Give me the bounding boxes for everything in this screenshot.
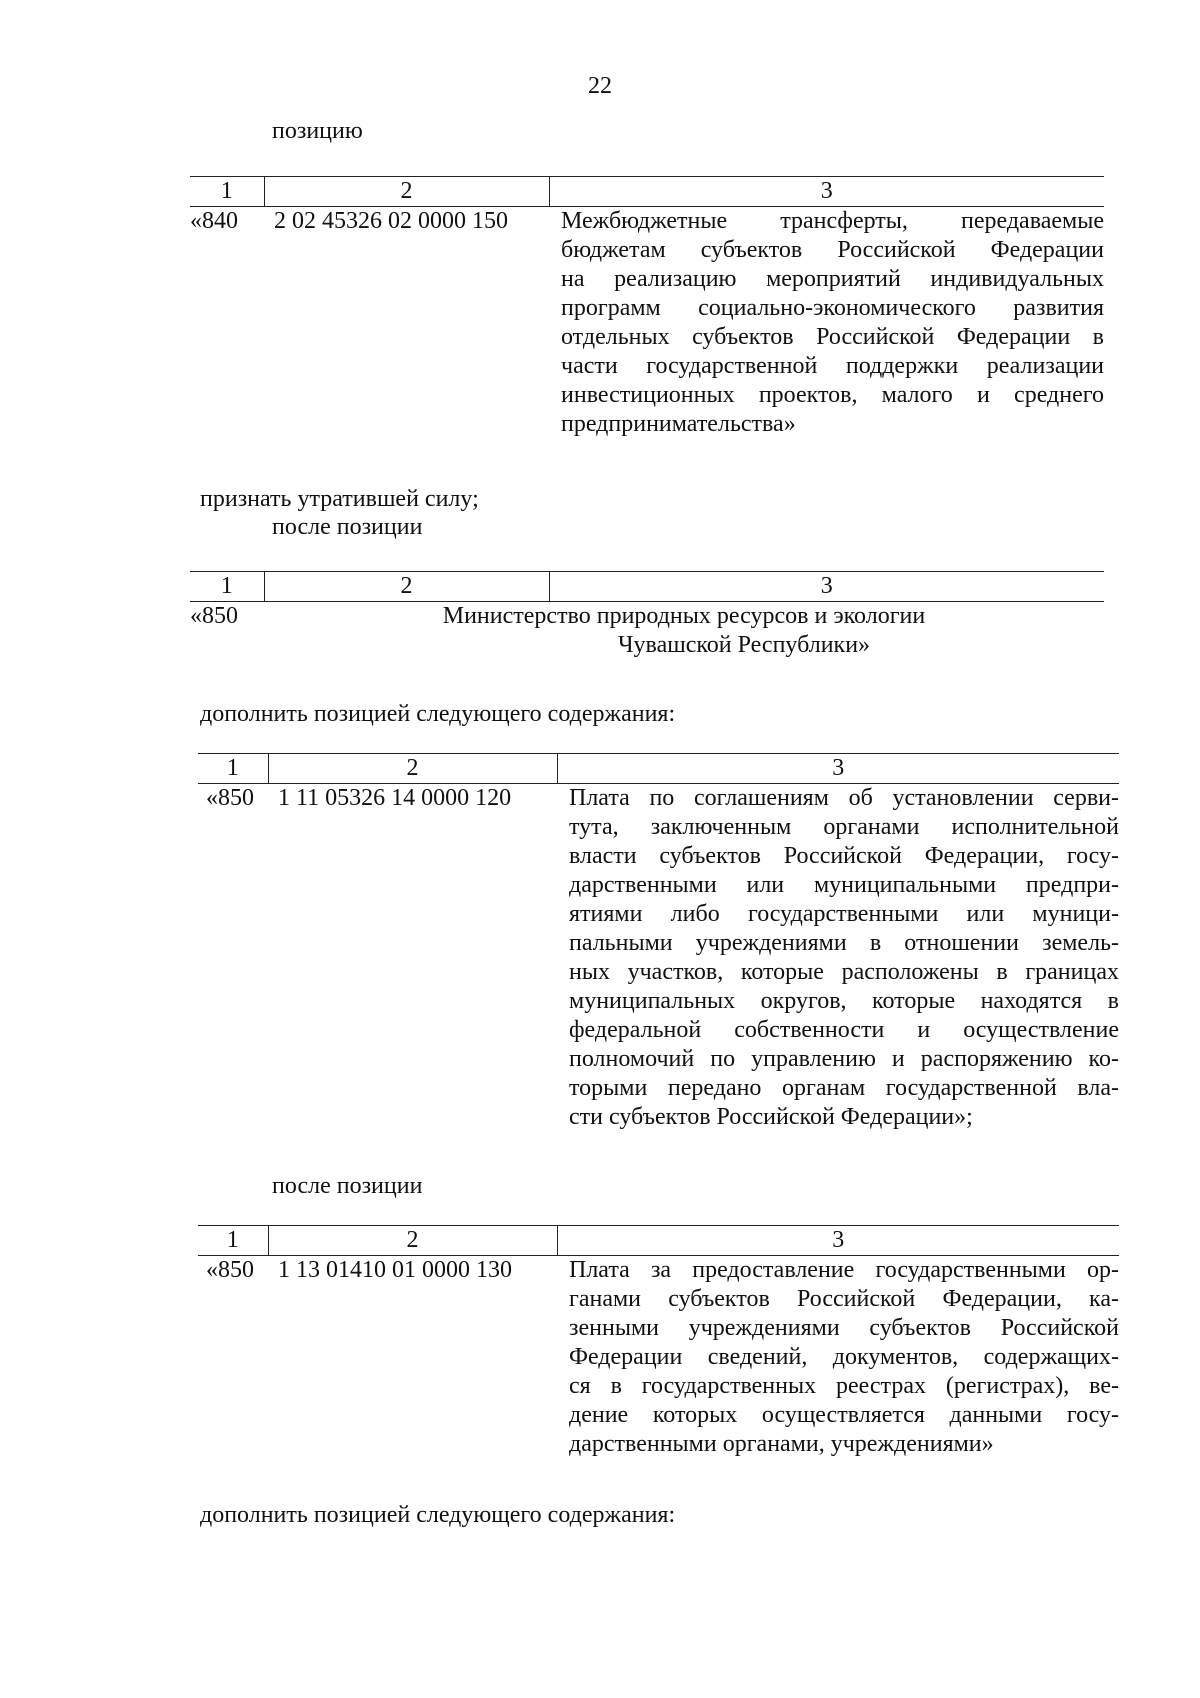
description-line: власти субъектов Российской Федерации, госу- [569,843,1119,869]
admin-code: «850 [206,1257,254,1283]
ministry-name-line: Чувашской Республики» [617,632,871,658]
header-col-2: 2 [264,572,549,602]
table-ministry-850 [190,571,1104,660]
description [549,207,1104,440]
header-col-2: 2 [264,177,549,207]
description-line: дение которых осуществляется данными госу- [569,1402,1119,1428]
description-line: программ социально-экономического развития [561,295,1104,321]
header-col-3: 3 [549,177,1104,207]
description-line: Плата по соглашениям об установлении серви- [569,785,1119,811]
admin-code: «850 [190,603,238,629]
table-header-row [190,572,1104,602]
description-line: сти субъектов Российской Федерации»; [569,1104,973,1130]
description-line: Плата за предоставление государственными ор- [569,1257,1119,1283]
header-col-3: 3 [549,572,1104,602]
table-row [190,602,1104,661]
ministry-name [264,602,1104,661]
description-line: инвестиционных проектов, малого и среднего [561,382,1104,408]
description-line: полномочий по управлению и распоряжению ко- [569,1046,1119,1072]
description-line: тута, заключенным органами исполнительной [569,814,1119,840]
description-line: Федерации сведений, документов, содержащих- [569,1344,1119,1370]
description-line: ганами субъектов Российской Федерации, ка- [569,1286,1119,1312]
paragraph-repeal: признать утратившей силу; [200,486,479,512]
description-line: ятиями либо государственными или муници- [569,901,1119,927]
paragraph-after-position: после позиции [272,514,423,540]
description-line: ных участков, которые расположены в границах [569,959,1119,985]
budget-code: 1 13 01410 01 0000 130 [278,1257,512,1283]
page-number: 22 [588,73,612,99]
table-row [198,784,1119,1133]
header-col-1: 1 [198,754,268,784]
description-line: Межбюджетные трансферты, передаваемые [561,208,1104,234]
table-position-850-registry [198,1225,1119,1459]
table-row [198,1256,1119,1460]
description [557,1256,1119,1460]
table-row [190,207,1104,440]
header-col-1: 1 [190,177,264,207]
description [557,784,1119,1133]
header-col-2: 2 [268,754,557,784]
admin-code: «840 [190,208,238,234]
description-line: дарственными или муниципальными предпри- [569,872,1119,898]
paragraph-supplement: дополнить позицией следующего содержания: [200,701,676,727]
paragraph-after-position-2: после позиции [272,1173,423,1199]
description-line: торыми передано органам государственной вла- [569,1075,1119,1101]
description-line: ся в государственных реестрах (регистрах), ве- [569,1373,1119,1399]
description-line: пальными учреждениями в отношении земель- [569,930,1119,956]
description-line: дарственными органами, учреждениями» [569,1431,994,1457]
header-col-1: 1 [198,1226,268,1256]
admin-code: «850 [206,785,254,811]
description-line: бюджетам субъектов Российской Федерации [561,237,1104,263]
description-line: на реализацию мероприятий индивидуальных [561,266,1104,292]
table-header-row [198,754,1119,784]
header-col-3: 3 [557,1226,1119,1256]
budget-code: 1 11 05326 14 0000 120 [278,785,512,811]
description-line: отдельных субъектов Российской Федерации в [561,324,1104,350]
header-col-1: 1 [190,572,264,602]
header-col-3: 3 [557,754,1119,784]
ministry-name-line: Министерство природных ресурсов и экологии [442,603,926,629]
description-line: муниципальных округов, которые находятся в [569,988,1119,1014]
paragraph-supplement-2: дополнить позицией следующего содержания: [200,1502,676,1528]
paragraph-position: позицию [272,118,363,144]
table-header-row [190,177,1104,207]
table-header-row [198,1226,1119,1256]
description-line: зенными учреждениями субъектов Российской [569,1315,1119,1341]
table-position-850-servitude [198,753,1119,1132]
table-position-840 [190,176,1104,439]
header-col-2: 2 [268,1226,557,1256]
description-line: федеральной собственности и осуществление [569,1017,1119,1043]
budget-code: 2 02 45326 02 0000 150 [274,208,508,234]
description-line: предпринимательства» [561,411,796,437]
description-line: части государственной поддержки реализации [561,353,1104,379]
